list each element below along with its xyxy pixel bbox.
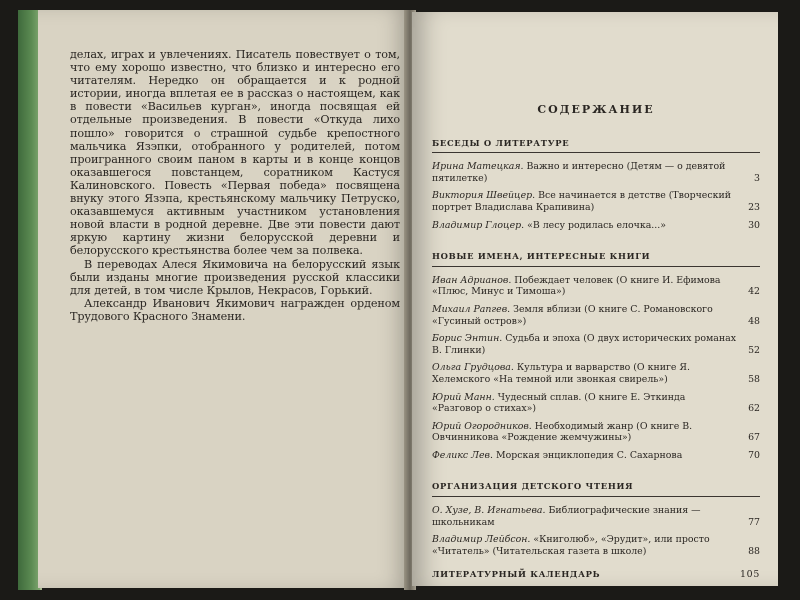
entry-page: 67 bbox=[748, 432, 760, 444]
toc-entry bbox=[432, 304, 760, 327]
section-rule bbox=[432, 266, 760, 267]
entry-title: Судьба и эпоха (О двух исторических романах В. Глинки) bbox=[432, 333, 737, 356]
toc-section-heading: ОРГАНИЗАЦИЯ ДЕТСКОГО ЧТЕНИЯ bbox=[432, 481, 634, 492]
entry-author: Михаил Рапгев. bbox=[432, 303, 511, 315]
toc-entry bbox=[432, 505, 760, 528]
entry-title: Важно и интересно (Детям — о девятой пятилетке) bbox=[432, 161, 726, 184]
entry-title: Необходимый жанр (О книге В. Овчинникова «Рождение жемчужины») bbox=[432, 420, 693, 444]
toc-entry bbox=[432, 190, 760, 213]
entry-author: Иван Адрианов. bbox=[432, 274, 512, 286]
section-rule bbox=[432, 496, 760, 497]
entry-author: Борис Энтин. bbox=[432, 333, 503, 345]
toc-final-section bbox=[432, 569, 760, 581]
toc-entry bbox=[432, 220, 760, 232]
entry-author: Феликс Лев. bbox=[432, 449, 493, 461]
entry-title: Все начинается в детстве (Творческий портрет Владислава Крапивина) bbox=[432, 190, 731, 213]
entry-page: 77 bbox=[748, 516, 760, 528]
entry-author: Владимир Лейбсон. bbox=[432, 534, 531, 546]
entry-title: «В лесу родилась елочка...» bbox=[527, 219, 666, 231]
toc-entry bbox=[432, 161, 760, 184]
entry-author: Юрий Манн. bbox=[432, 391, 495, 403]
toc-section-heading: НОВЫЕ ИМЕНА, ИНТЕРЕСНЫЕ КНИГИ bbox=[432, 251, 651, 262]
left-page-text bbox=[70, 48, 400, 323]
entry-title: Морская энциклопедия С. Сахарнова bbox=[495, 449, 683, 461]
section-rule bbox=[432, 152, 760, 153]
entry-author: Виктория Швейцер. bbox=[432, 190, 536, 202]
toc-entry bbox=[432, 450, 760, 462]
toc-section-heading: ЛИТЕРАТУРНЫЙ КАЛЕНДАРЬ bbox=[432, 569, 601, 580]
entry-page: 88 bbox=[748, 545, 760, 557]
entry-page: 62 bbox=[748, 403, 760, 415]
toc-entry bbox=[432, 362, 760, 385]
entry-page: 52 bbox=[748, 344, 760, 356]
entry-author: О. Хузе, В. Игнатьева. bbox=[432, 505, 546, 517]
entry-title: Земля вблизи (О книге С. Романовского «Гусиный остров») bbox=[432, 303, 713, 327]
left-paragraph-2: В переводах Алеся Якимовича на белорусский язык были изданы многие произведения русской классики для детей, в том числе Крылов, Некрасов, Горький. bbox=[70, 257, 400, 297]
entry-title: Чудесный сплав. (О книге Е. Эткинда «Разговор о стихах») bbox=[432, 391, 686, 415]
entry-page: 23 bbox=[748, 201, 760, 213]
entry-page: 58 bbox=[748, 373, 760, 385]
entry-author: Владимир Глоцер. bbox=[432, 219, 525, 231]
entry-title: «Книголюб», «Эрудит», или просто «Читатель» (Читательская газета в школе) bbox=[432, 534, 710, 557]
entry-title: Культура и варварство (О книге Я. Хелемского «На темной или звонкая свирель») bbox=[432, 362, 690, 385]
entry-page: 3 bbox=[754, 172, 760, 184]
entry-page: 42 bbox=[748, 286, 760, 298]
left-paragraph-3: Александр Иванович Якимович награжден орденом Трудового Красного Знамени. bbox=[70, 296, 400, 323]
toc-entry bbox=[432, 534, 760, 557]
entry-page: 48 bbox=[748, 315, 760, 327]
entry-author: Юрий Огородников. bbox=[432, 420, 532, 432]
entry-author: Ольга Грудцова. bbox=[432, 362, 514, 374]
entry-title: Побеждает человек (О книге И. Ефимова «Плюс, Минус и Тимоша») bbox=[432, 274, 721, 298]
toc-entry bbox=[432, 421, 760, 444]
toc-entry bbox=[432, 333, 760, 356]
toc-entry bbox=[432, 392, 760, 415]
toc-title: СОДЕРЖАНИЕ bbox=[537, 103, 655, 116]
table-of-contents bbox=[432, 104, 760, 581]
entry-page: 70 bbox=[748, 449, 760, 461]
entry-author: Ирина Матецкая. bbox=[432, 161, 524, 173]
toc-section-heading: БЕСЕДЫ О ЛИТЕРАТУРЕ bbox=[432, 137, 570, 148]
entry-page: 30 bbox=[748, 219, 760, 231]
left-paragraph-1: делах, играх и увлечениях. Писатель повествует о том, что ему хорошо известно, что близко и интересно его читателям. Нередко он обращается и к родной истории, иногда вплетая ее в рассказ о настоящем, как в повести «Васильев курган», иногда посвящая ей отдельные произведения. В повести «Откуда лихо пошло» говорится о страшной судьбе крепостного мальчика Язэпки, отобранного у родителей, потом проигранного своим паном в карты и в конце концов оказавшегося повстанцем, соратником Кастуся Калиновского. Повесть «Первая победа» посвящена внуку этого Язэпа, крестьянскому мальчику Петруско, оказавшемуся активным участником установления новой власти в родной деревне. Две эти повести дают яркую картину жизни белорусской деревни и белорусского крестьянства более чем за полвека. bbox=[70, 48, 400, 258]
entry-page: 105 bbox=[740, 569, 760, 581]
entry-title: Библиографические знания — школьникам bbox=[432, 505, 701, 528]
toc-entry bbox=[432, 275, 760, 298]
